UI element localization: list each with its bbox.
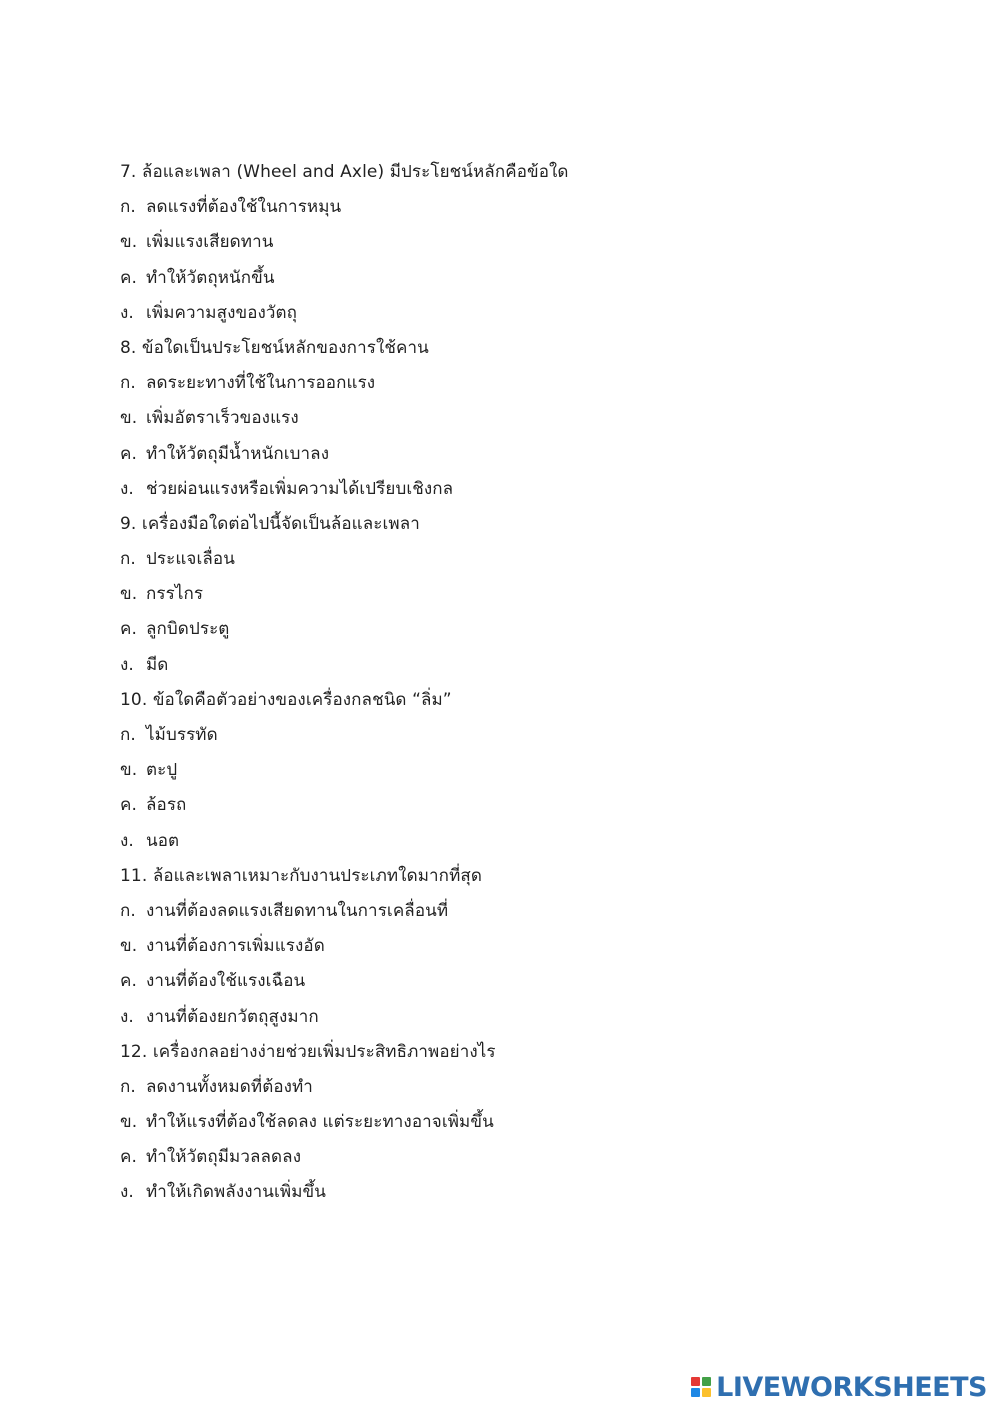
answer-option[interactable] bbox=[120, 1070, 940, 1105]
option-letter: ก. bbox=[120, 197, 136, 218]
answer-option[interactable] bbox=[120, 577, 940, 612]
option-letter: ง. bbox=[120, 654, 134, 675]
option-letter: ข. bbox=[120, 760, 138, 781]
question-11 bbox=[120, 859, 940, 1035]
option-text: ตะปู bbox=[146, 760, 178, 781]
option-text: ทำให้แรงที่ต้องใช้ลดลง แต่ระยะทางอาจเพิ่มขึ้น bbox=[146, 1112, 494, 1133]
answer-option[interactable] bbox=[120, 1140, 940, 1175]
option-letter: ง. bbox=[120, 302, 134, 323]
option-letter: ก. bbox=[120, 900, 136, 921]
question-7 bbox=[120, 155, 940, 331]
option-text: งานที่ต้องใช้แรงเฉือน bbox=[146, 971, 306, 992]
answer-option[interactable] bbox=[120, 261, 940, 296]
option-text: นอต bbox=[146, 830, 180, 851]
option-letter: ง. bbox=[120, 1006, 134, 1027]
liveworksheets-logo[interactable] bbox=[691, 1371, 987, 1403]
answer-option[interactable] bbox=[120, 1000, 940, 1035]
question-12 bbox=[120, 1035, 940, 1211]
answer-option[interactable] bbox=[120, 824, 940, 859]
option-letter: ข. bbox=[120, 408, 138, 429]
answer-option[interactable] bbox=[120, 964, 940, 999]
answer-option[interactable] bbox=[120, 648, 940, 683]
logo-square bbox=[702, 1377, 711, 1386]
option-letter: ค. bbox=[120, 971, 137, 992]
answer-option[interactable] bbox=[120, 366, 940, 401]
answer-option[interactable] bbox=[120, 225, 940, 260]
option-text: เพิ่มแรงเสียดทาน bbox=[146, 232, 274, 253]
option-text: เพิ่มอัตราเร็วของแรง bbox=[146, 408, 299, 429]
option-letter: ค. bbox=[120, 267, 137, 288]
option-text: ลดงานทั้งหมดที่ต้องทำ bbox=[146, 1076, 313, 1097]
worksheet-body bbox=[120, 155, 940, 1211]
answer-option[interactable] bbox=[120, 296, 940, 331]
option-text: งานที่ต้องยกวัตถุสูงมาก bbox=[146, 1006, 319, 1027]
option-letter: ค. bbox=[120, 795, 137, 816]
option-letter: ก. bbox=[120, 549, 136, 570]
option-letter: ก. bbox=[120, 1076, 136, 1097]
question-text: 10. ข้อใดคือตัวอย่างของเครื่องกลชนิด “ลิ่ม” bbox=[120, 689, 452, 710]
option-text: กรรไกร bbox=[146, 584, 204, 605]
option-letter: ค. bbox=[120, 619, 137, 640]
option-text: ลดระยะทางที่ใช้ในการออกแรง bbox=[146, 373, 376, 394]
answer-option[interactable] bbox=[120, 401, 940, 436]
logo-square bbox=[691, 1388, 700, 1397]
answer-option[interactable] bbox=[120, 612, 940, 647]
option-text: ลดแรงที่ต้องใช้ในการหมุน bbox=[146, 197, 342, 218]
question-text: 11. ล้อและเพลาเหมาะกับงานประเภทใดมากที่สุด bbox=[120, 865, 482, 886]
answer-option[interactable] bbox=[120, 542, 940, 577]
answer-option[interactable] bbox=[120, 788, 940, 823]
option-text: ทำให้วัตถุมีน้ำหนักเบาลง bbox=[146, 443, 330, 464]
question-text: 12. เครื่องกลอย่างง่ายช่วยเพิ่มประสิทธิภาพอย่างไร bbox=[120, 1041, 496, 1062]
answer-option[interactable] bbox=[120, 1105, 940, 1140]
answer-option[interactable] bbox=[120, 437, 940, 472]
option-letter: ค. bbox=[120, 1147, 137, 1168]
answer-option[interactable] bbox=[120, 472, 940, 507]
logo-square bbox=[702, 1388, 711, 1397]
option-text: มีด bbox=[146, 654, 169, 675]
option-letter: ง. bbox=[120, 1182, 134, 1203]
option-letter: ค. bbox=[120, 443, 137, 464]
option-text: ประแจเลื่อน bbox=[146, 549, 235, 570]
option-letter: ข. bbox=[120, 936, 138, 957]
option-text: ทำให้วัตถุมีมวลลดลง bbox=[146, 1147, 302, 1168]
answer-option[interactable] bbox=[120, 929, 940, 964]
option-letter: ก. bbox=[120, 373, 136, 394]
option-letter: ก. bbox=[120, 725, 136, 745]
option-letter: ข. bbox=[120, 1112, 138, 1133]
option-text: ล้อรถ bbox=[146, 795, 187, 816]
answer-option[interactable] bbox=[120, 894, 940, 929]
option-letter: ข. bbox=[120, 232, 138, 253]
option-text: ลูกบิดประตู bbox=[146, 619, 230, 640]
answer-option[interactable] bbox=[120, 190, 940, 225]
option-letter: ง. bbox=[120, 830, 134, 851]
option-letter: ง. bbox=[120, 478, 134, 499]
question-10 bbox=[120, 683, 940, 859]
logo-mark-icon bbox=[691, 1377, 711, 1397]
logo-square bbox=[691, 1377, 700, 1386]
logo-text: LIVEWORKSHEETS bbox=[716, 1371, 987, 1403]
question-text: 7. ล้อและเพลา (Wheel and Axle) มีประโยชน์หลักคือข้อใด bbox=[120, 162, 569, 182]
option-text: เพิ่มความสูงของวัตถุ bbox=[146, 302, 298, 323]
option-text: ไม้บรรทัด bbox=[146, 725, 218, 745]
option-text: ทำให้วัตถุหนักขึ้น bbox=[146, 267, 275, 288]
question-text: 9. เครื่องมือใดต่อไปนี้จัดเป็นล้อและเพลา bbox=[120, 513, 420, 534]
option-text: งานที่ต้องลดแรงเสียดทานในการเคลื่อนที่ bbox=[146, 900, 449, 921]
question-9 bbox=[120, 507, 940, 683]
question-text: 8. ข้อใดเป็นประโยชน์หลักของการใช้คาน bbox=[120, 337, 429, 358]
option-text: งานที่ต้องการเพิ่มแรงอัด bbox=[146, 936, 325, 957]
answer-option[interactable] bbox=[120, 1175, 940, 1210]
answer-option[interactable] bbox=[120, 753, 940, 788]
option-text: ทำให้เกิดพลังงานเพิ่มขึ้น bbox=[146, 1182, 326, 1203]
option-text: ช่วยผ่อนแรงหรือเพิ่มความได้เปรียบเชิงกล bbox=[146, 478, 454, 499]
question-8 bbox=[120, 331, 940, 507]
answer-option[interactable] bbox=[120, 718, 940, 753]
option-letter: ข. bbox=[120, 584, 138, 605]
